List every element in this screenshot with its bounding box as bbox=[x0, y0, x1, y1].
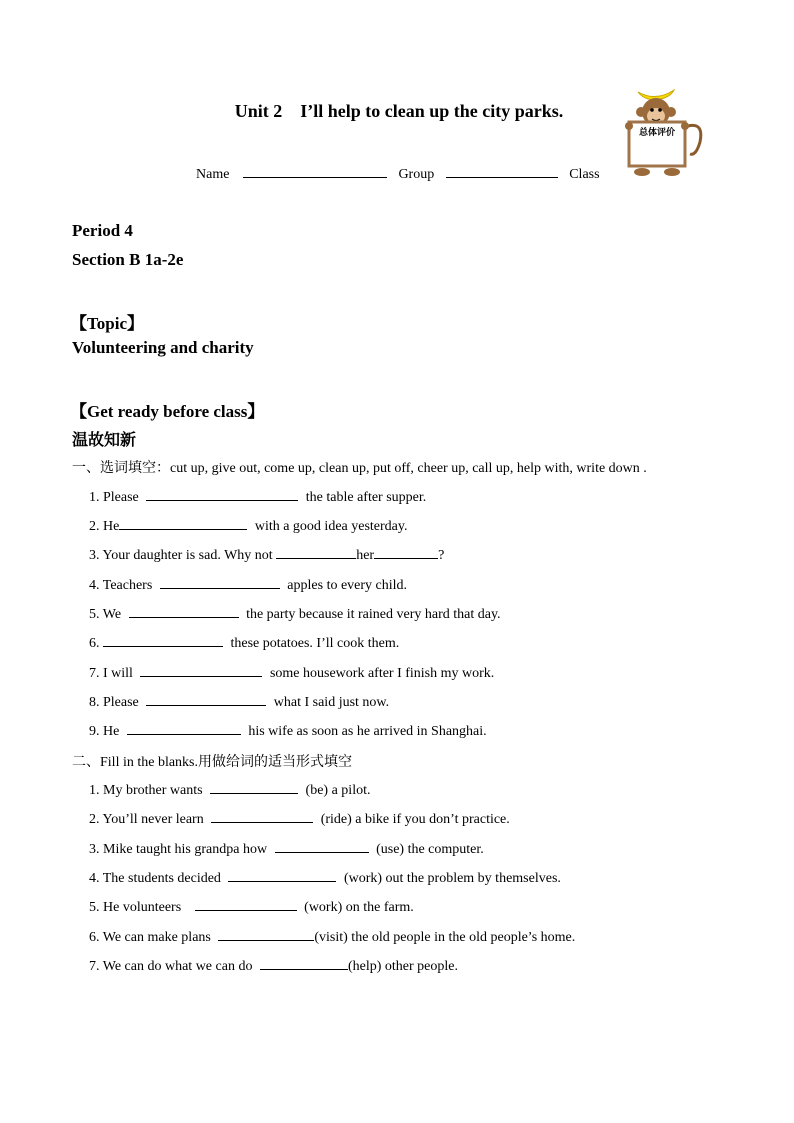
list-item bbox=[89, 839, 484, 858]
answer-blank[interactable] bbox=[276, 545, 356, 559]
answer-blank[interactable] bbox=[195, 897, 297, 911]
item-number: 7. bbox=[89, 959, 100, 974]
item-text: Mike taught his grandpa how bbox=[103, 842, 268, 857]
item-text: My brother wants bbox=[103, 783, 203, 798]
item-number: 6. bbox=[89, 930, 100, 945]
part2-instruction-cn: 用做给词的适当形式填空 bbox=[198, 754, 352, 770]
name-label: Name bbox=[196, 167, 230, 182]
item-text: her bbox=[356, 548, 375, 563]
item-text: his wife as soon as he arrived in Shanghai. bbox=[248, 724, 487, 739]
item-number: 2. bbox=[89, 812, 100, 827]
ready-heading: 【Get ready before class】 bbox=[70, 402, 265, 421]
item-text: apples to every child. bbox=[287, 578, 408, 593]
part1-word-bank: cut up, give out, come up, clean up, put off, cheer up, call up, help with, write down . bbox=[170, 461, 647, 476]
item-text: what I said just now. bbox=[273, 695, 390, 710]
answer-blank[interactable] bbox=[129, 604, 239, 618]
item-text: He bbox=[103, 519, 120, 534]
item-text: I will bbox=[103, 666, 133, 681]
item-text: (work) out the problem by themselves. bbox=[343, 871, 561, 886]
group-field[interactable] bbox=[446, 163, 558, 178]
answer-blank[interactable] bbox=[146, 692, 266, 706]
item-number: 1. bbox=[89, 490, 100, 505]
item-text: (use) the computer. bbox=[376, 842, 484, 857]
part1-instruction bbox=[72, 457, 647, 477]
item-text: Please bbox=[103, 695, 139, 710]
item-text: Your daughter is sad. Why not bbox=[102, 548, 273, 563]
badge-text: 总体评价 bbox=[638, 128, 676, 138]
list-item bbox=[89, 897, 414, 916]
item-number: 3. bbox=[89, 842, 100, 857]
group-label: Group bbox=[398, 167, 435, 182]
answer-blank[interactable] bbox=[218, 927, 314, 941]
item-number: 3. bbox=[89, 548, 100, 563]
list-item bbox=[89, 487, 426, 506]
item-text: We can do what we can do bbox=[102, 959, 253, 974]
period-heading: Period 4 bbox=[72, 221, 133, 240]
part2-prefix: 二、 bbox=[72, 754, 100, 770]
list-item bbox=[89, 780, 370, 799]
list-item bbox=[89, 545, 444, 564]
name-field[interactable] bbox=[243, 163, 387, 178]
item-text: (ride) a bike if you don’t practice. bbox=[320, 812, 510, 827]
monkey-evaluation-badge bbox=[620, 82, 704, 178]
answer-blank[interactable] bbox=[260, 956, 348, 970]
answer-blank[interactable] bbox=[146, 487, 298, 501]
list-item bbox=[89, 575, 407, 594]
item-number: 4. bbox=[89, 578, 100, 593]
topic-text: Volunteering and charity bbox=[72, 338, 254, 357]
list-item bbox=[89, 956, 458, 975]
item-number: 5. bbox=[89, 607, 100, 622]
part1-instruction-cn: 一、选词填空： bbox=[72, 460, 170, 476]
item-text: (visit) the old people in the old people’s home. bbox=[314, 930, 576, 945]
item-number: 7. bbox=[89, 666, 100, 681]
list-item bbox=[89, 927, 575, 946]
review-heading: 温故知新 bbox=[72, 430, 137, 449]
answer-blank[interactable] bbox=[210, 780, 298, 794]
list-item bbox=[89, 692, 389, 711]
item-text: some housework after I finish my work. bbox=[269, 666, 495, 681]
section-heading: Section B 1a-2e bbox=[72, 250, 184, 269]
item-text: (work) on the farm. bbox=[304, 900, 414, 915]
part2-instruction bbox=[72, 751, 352, 771]
item-text: the table after supper. bbox=[305, 490, 427, 505]
list-item bbox=[89, 663, 494, 682]
answer-blank[interactable] bbox=[374, 545, 438, 559]
class-label: Class bbox=[569, 167, 600, 182]
title-text: I’ll help to clean up the city parks. bbox=[300, 101, 564, 121]
topic-heading: 【Topic】 bbox=[70, 314, 145, 333]
answer-blank[interactable] bbox=[275, 839, 369, 853]
item-number: 1. bbox=[89, 783, 100, 798]
item-number: 2. bbox=[89, 519, 100, 534]
item-number: 8. bbox=[89, 695, 100, 710]
answer-blank[interactable] bbox=[140, 663, 262, 677]
answer-blank[interactable] bbox=[103, 633, 223, 647]
item-text: He bbox=[103, 724, 120, 739]
item-text: We can make plans bbox=[102, 930, 211, 945]
list-item bbox=[89, 604, 501, 623]
item-text: You’ll never learn bbox=[102, 812, 204, 827]
item-text: We bbox=[102, 607, 122, 622]
list-item bbox=[89, 721, 487, 740]
item-text: with a good idea yesterday. bbox=[254, 519, 408, 534]
item-text: The students decided bbox=[102, 871, 221, 886]
title-unit: Unit 2 bbox=[234, 101, 283, 121]
answer-blank[interactable] bbox=[228, 868, 336, 882]
part2-instruction-en: Fill in the blanks. bbox=[100, 755, 198, 770]
item-text: these potatoes. I’ll cook them. bbox=[230, 636, 400, 651]
item-number: 9. bbox=[89, 724, 100, 739]
list-item bbox=[89, 633, 399, 652]
item-number: 4. bbox=[89, 871, 100, 886]
item-text: Teachers bbox=[102, 578, 153, 593]
list-item bbox=[89, 868, 561, 887]
list-item bbox=[89, 809, 510, 828]
item-text: Please bbox=[103, 490, 139, 505]
item-text: ? bbox=[438, 548, 445, 563]
student-info-line bbox=[196, 163, 600, 183]
list-item bbox=[89, 516, 407, 535]
item-text: (help) other people. bbox=[347, 959, 458, 974]
item-number: 5. bbox=[89, 900, 100, 915]
answer-blank[interactable] bbox=[127, 721, 241, 735]
answer-blank[interactable] bbox=[211, 809, 313, 823]
item-text: He volunteers bbox=[103, 900, 182, 915]
answer-blank[interactable] bbox=[119, 516, 247, 530]
item-number: 6. bbox=[89, 636, 100, 651]
item-text: the party because it rained very hard that day. bbox=[246, 607, 501, 622]
item-text: (be) a pilot. bbox=[305, 783, 371, 798]
answer-blank[interactable] bbox=[160, 575, 280, 589]
